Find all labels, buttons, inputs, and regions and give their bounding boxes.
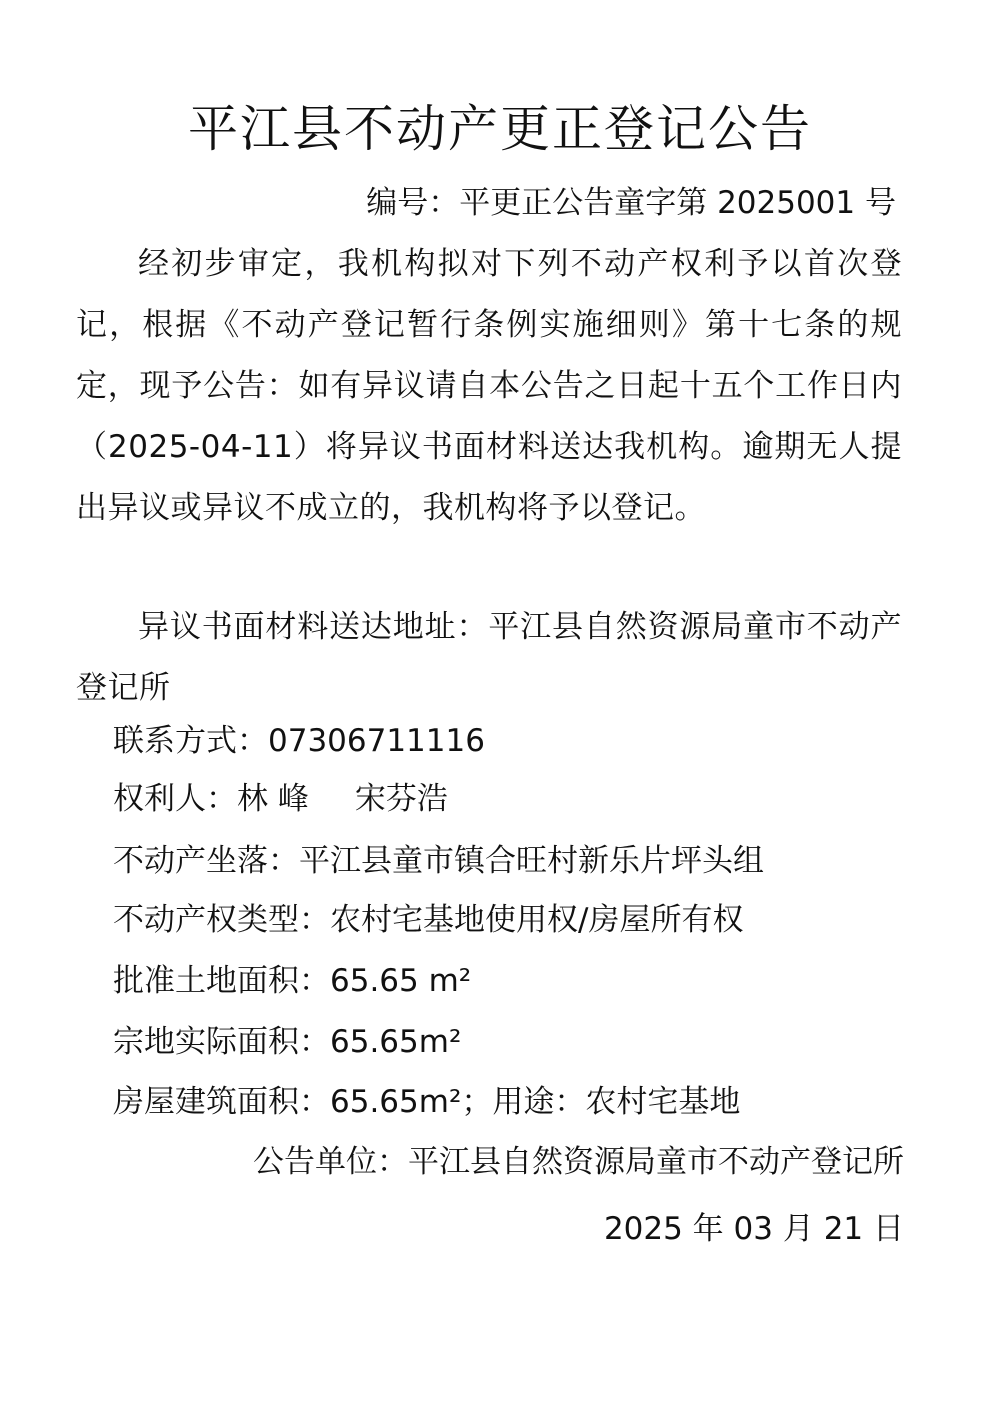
right-holder-1: 林 峰 bbox=[237, 781, 309, 817]
right-holder-2: 宋芬浩 bbox=[354, 781, 448, 817]
property-location: 不动产坐落：平江县童市镇合旺村新乐片坪头组 bbox=[113, 843, 764, 879]
notice-title: 平江县不动产更正登记公告 bbox=[188, 100, 812, 158]
right-type: 不动产权类型：农村宅基地使用权/房屋所有权 bbox=[113, 902, 744, 938]
body-paragraph: 经初步审定，我机构拟对下列不动产权利予以首次登记，根据《不动产登记暂行条例实施细则》第十七条的规定，现予公告：如有异议请自本公告之日起十五个工作日内（2025-04-11）将异议书面材料送达我机构。逾期无人提出异议或异议不成立的，我机构将予以登记。 bbox=[76, 246, 902, 526]
approved-land-area: 批准土地面积：65.65 m² bbox=[113, 963, 472, 999]
objection-address: 异议书面材料送达地址：平江县自然资源局童市不动产登记所 bbox=[76, 609, 902, 706]
reference-number: 编号：平更正公告童字第 2025001 号 bbox=[366, 185, 896, 221]
notice-date: 2025 年 03 月 21 日 bbox=[603, 1211, 904, 1247]
actual-parcel-area: 宗地实际面积：65.65m² bbox=[113, 1024, 462, 1060]
contact-info: 联系方式：07306711116 bbox=[113, 723, 485, 759]
building-area-and-use: 房屋建筑面积：65.65m²；用途：农村宅基地 bbox=[113, 1084, 741, 1120]
issuing-unit: 公告单位：平江县自然资源局童市不动产登记所 bbox=[253, 1144, 904, 1180]
right-holders bbox=[113, 776, 448, 822]
right-holders-label: 权利人： bbox=[113, 781, 237, 817]
